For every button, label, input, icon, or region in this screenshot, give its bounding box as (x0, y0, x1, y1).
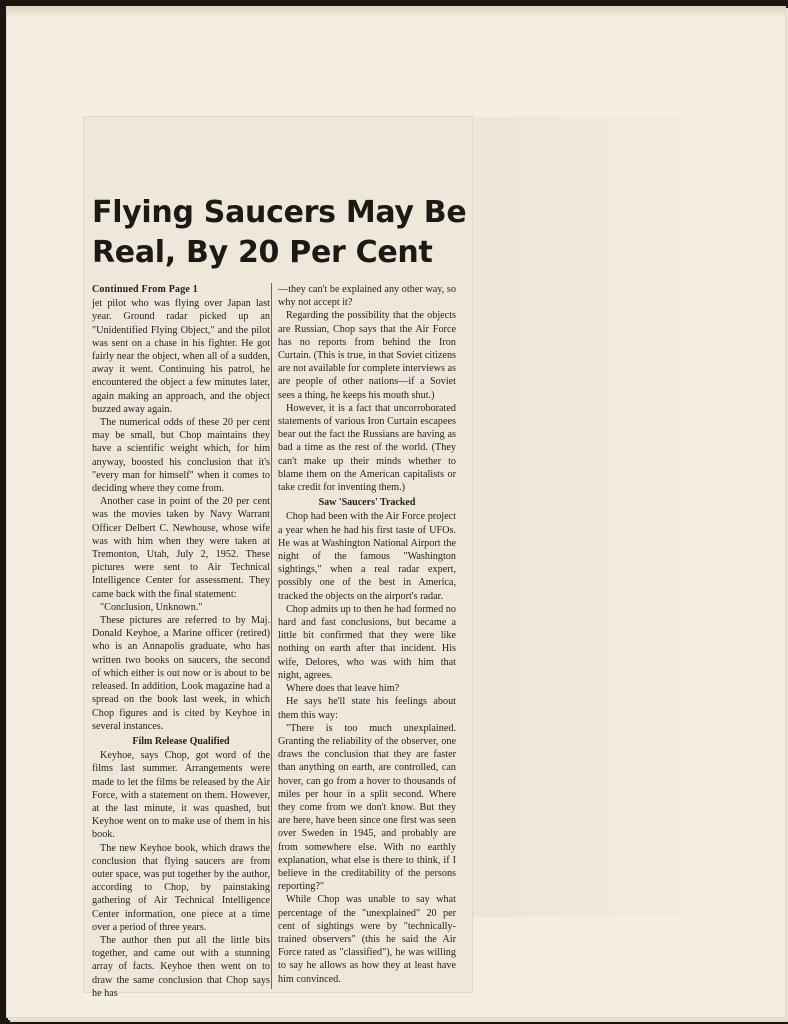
article-paragraph: "Conclusion, Unknown." (100, 601, 203, 613)
subheading: Film Release Qualified (132, 735, 230, 747)
article-paragraph: The new Keyhoe book, which draws the conclusion that flying saucers are from outer space, was put together by the author, according to Chop, by painstaking gathering of Air Technical Intelligence Center information, one piece at a time over a period of three years. (92, 842, 270, 933)
subheading: Saw 'Saucers' Tracked (318, 497, 416, 509)
faint-typewritten-area (466, 117, 766, 917)
continued-label: Continued From Page 1 (92, 284, 198, 295)
article-paragraph: —they can't be explained any other way, so why not accept it? (278, 284, 456, 309)
headline-line-2: Real, By 20 Per Cent (92, 235, 433, 270)
article-paragraph: Chop admits up to then he had formed no hard and fast conclusions, but became a little bit confirmed that they were like nothing on earth after that incident. His wife, Delores, who was with him that night, agrees. (278, 603, 456, 681)
article-paragraph: Another case in point of the 20 per cent was the movies taken by Navy Warrant Officer Delbert C. Newhouse, whose wife was with him when they were taken at Tremonton, Utah, July 2, 1952. These pictures were sent to Air Technical Intelligence Center for assessment. They came back with the final statement: (92, 496, 270, 600)
article-paragraph: The author then put all the little bits together, and came out with a stunning array of facts. Keyhoe then went on to draw the same conclusion that Chop says he has (92, 934, 270, 999)
headline (92, 193, 467, 273)
newspaper-clipping (84, 117, 472, 999)
article-paragraph: The numerical odds of these 20 per cent may be small, but Chop maintains they have a scientific weight which, for him anyway, boosted his conclusion that it's "every man for himself" when it comes to deciding where they come from. (92, 417, 270, 495)
article-paragraph: Chop had been with the Air Force project a year when he had his first taste of UFOs. He was at Washington National Airport the night of the famous "Washington sightings," when a real radar expert, possibly one of the best in America, tracked the objects on the airport's radar. (278, 511, 456, 602)
article-paragraph: Keyhoe, says Chop, got word of the films last summer. Arrangements were made to let the films be released by the Air Force, with a statement on them. However, at the last minute, it was quashed, but Keyhoe went on to make use of them in his book. (92, 750, 270, 841)
article-paragraph: These pictures are referred to by Maj. Donald Keyhoe, a Marine officer (retired) who is an Annapolis graduate, who has written two books on saucers, the second of which either is out now or is about to be released. In addition, Look magazine had a spread on the book last week, in which Chop figures and is cited by Keyhoe in several instances. (92, 615, 270, 732)
article-paragraph: "There is too much unexplained. Granting the reliability of the observer, one draws the conclusion that they are faster than anything on earth, are controlled, can hover, can go from a hover to thousands of miles per hour in a split second. Where they come from we don't know. But they are here, have been since one first was seen over Sweden in 1945, and probably are from somewhere else. With no earthly explanation, what else is there to think, if I believe in the creditability of the persons reporting?" (278, 722, 456, 893)
article-column-left (92, 283, 270, 999)
column-rule (271, 283, 272, 989)
article-paragraph: He says he'll state his feelings about them this way: (278, 696, 456, 721)
article-paragraph: Where does that leave him? (286, 683, 400, 695)
stacked-paper-edge (7, 7, 785, 17)
headline-line-1: Flying Saucers May Be (92, 195, 467, 230)
article-paragraph: However, it is a fact that uncorroborated statements of various Iron Curtain escapees bear out the fact the Russians are having as bad a time as the rest of the world. (They can't make up their minds whether to blame them on the American capitalists or take credit for inventing them.) (278, 402, 456, 494)
article-paragraph: Regarding the possibility that the objects are Russian, Chop says that the Air Force has no reports from behind the Iron Curtain. (This is true, in that Soviet citizens are not available for complete interviews as are people of other nations—if a Soviet sees a thing, he keeps his mouth shut.) (278, 310, 456, 401)
article-column-right (278, 283, 456, 991)
article-paragraph: jet pilot who was flying over Japan last year. Ground radar picked up an "Unidentified Flying Object," and the pilot was sent on a chase in his fighter. He got fairly near the object, when all of a sudden, away it went. Continuing his patrol, he encountered the object a few minutes later, again making an approach, and the object buzzed away again. (92, 298, 270, 415)
article-paragraph: While Chop was unable to say what percentage of the "unexplained" 20 per cent of sightings were by "technically-trained observers" (this he said the Air Force rated as "classified"), he was willing to say he allows as how they at least have him convinced. (278, 894, 456, 985)
